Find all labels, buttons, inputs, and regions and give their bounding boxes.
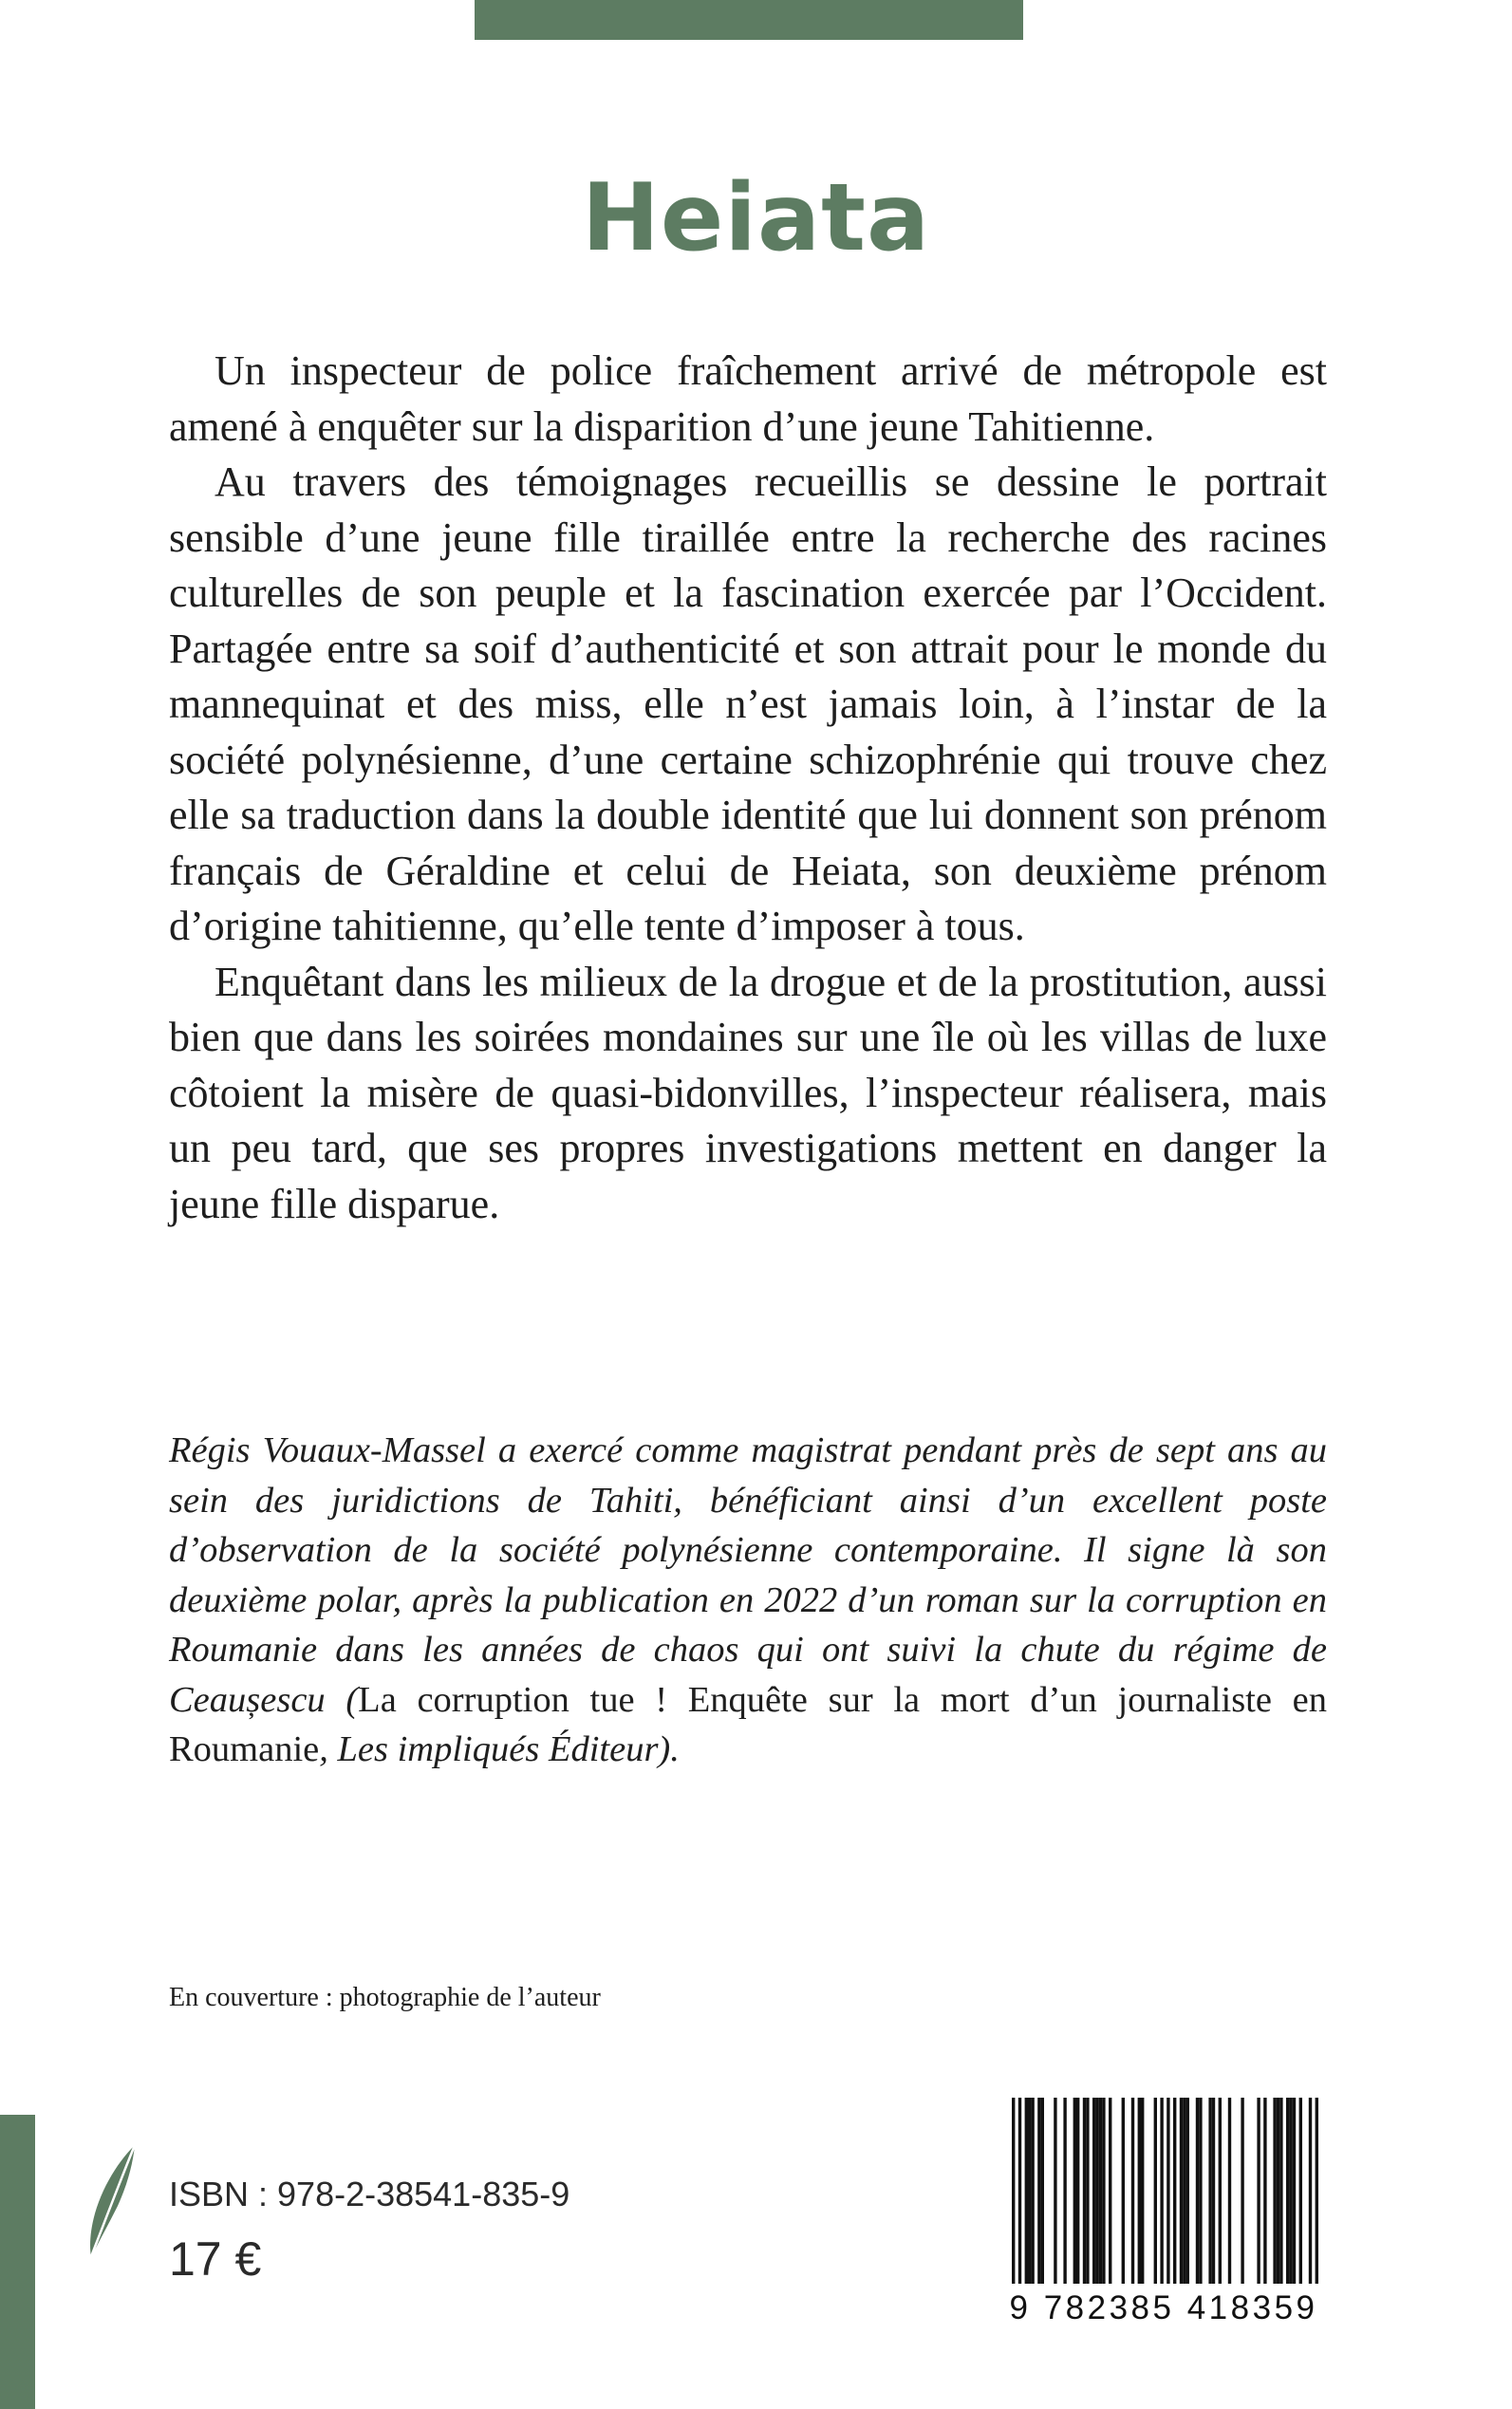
barcode-bar [1160, 2098, 1163, 2284]
barcode-bar [1073, 2098, 1076, 2284]
barcode-bar [1122, 2098, 1125, 2284]
barcode-digits: 9 782385 418359 [993, 2289, 1335, 2327]
barcode-bar [1196, 2098, 1199, 2284]
barcode-bar [1063, 2098, 1066, 2284]
barcode-bar [1037, 2098, 1040, 2284]
synopsis-paragraph: Un inspecteur de police fraîchement arrivé de métropole est amené à enquêter sur la disparition d’une jeune Tahitienne. [169, 347, 1327, 450]
barcode-bar [1299, 2098, 1302, 2284]
barcode-bar [1138, 2098, 1141, 2284]
cover-credit: En couverture : photographie de l’auteur [169, 1983, 601, 2012]
barcode-bar [1241, 2098, 1243, 2284]
barcode-bar [1186, 2098, 1189, 2284]
barcode-bar [1012, 2098, 1015, 2284]
barcode-bar [1018, 2098, 1021, 2284]
barcode-bars [993, 2098, 1335, 2288]
barcode-bar [1183, 2098, 1185, 2284]
price-label: 17 € [169, 2232, 262, 2286]
barcode-bar [1028, 2098, 1031, 2284]
barcode-bar [1131, 2098, 1134, 2284]
barcode-bar [1293, 2098, 1296, 2284]
barcode-bar [1273, 2098, 1276, 2284]
barcode-bar [1086, 2098, 1089, 2284]
synopsis [169, 344, 1327, 1232]
barcode-bar [1141, 2098, 1144, 2284]
barcode-bar [1099, 2098, 1102, 2284]
barcode-bar [1279, 2098, 1282, 2284]
bio-intro: Régis Vouaux-Massel a exercé comme magistrat pendant près de sept ans au sein des juridictions de Tahiti, bénéficiant ainsi d’un excellent poste d’observation de la société polynésienne contemporaine. Il signe là son deuxième polar, après la publication en 2022 d’un roman sur la corruption en Roumanie dans les années de chaos qui ont suivi la chute du régime de Ceaușescu ( [169, 1430, 1327, 1720]
barcode-bar [1076, 2098, 1079, 2284]
barcode-bar [1109, 2098, 1111, 2284]
bio-book-title: La corruption tue ! Enquête sur la mort d’un journaliste en Roumanie [169, 1679, 1327, 1769]
barcode-bar [1092, 2098, 1095, 2284]
barcode-bar [1199, 2098, 1202, 2284]
barcode-bar [1277, 2098, 1279, 2284]
barcode-bar [1031, 2098, 1034, 2284]
barcode-bar [1167, 2098, 1169, 2284]
book-title: Heiata [581, 164, 931, 272]
author-bio [169, 1426, 1327, 1775]
synopsis-paragraph: Enquêtant dans les milieux de la drogue et de la prostitution, aussi bien que dans les soirées mondaines sur une île où les villas de luxe côtoient la misère de quasi-bidonvilles, l’inspecteur réalisera, mais un peu tard, que ses propres investigations mettent en danger la jeune fille disparue. [169, 958, 1327, 1227]
barcode-bar [1102, 2098, 1105, 2284]
barcode-bar [1154, 2098, 1157, 2284]
barcode-bar [1289, 2098, 1292, 2284]
barcode-bar [1054, 2098, 1056, 2284]
barcode-bar [1041, 2098, 1044, 2284]
barcode-bar [1263, 2098, 1266, 2284]
quill-feather-icon [80, 2143, 140, 2269]
top-color-band [475, 0, 1023, 40]
barcode-bar [1095, 2098, 1098, 2284]
barcode-bar [1025, 2098, 1028, 2284]
barcode-bar [1228, 2098, 1231, 2284]
barcode-bar [1309, 2098, 1312, 2284]
bio-publisher: , Les impliqués Éditeur). [319, 1729, 680, 1769]
barcode-bar [1219, 2098, 1222, 2284]
author-bio-text [169, 1426, 1327, 1775]
barcode-bar [1257, 2098, 1260, 2284]
bottom-left-color-band [0, 2115, 35, 2409]
barcode-bar [1212, 2098, 1215, 2284]
barcode-bar [1316, 2098, 1318, 2284]
barcode-bar [1083, 2098, 1086, 2284]
isbn-label: ISBN : 978-2-38541-835-9 [169, 2175, 570, 2213]
barcode-bar [1180, 2098, 1183, 2284]
barcode-bar [1286, 2098, 1289, 2284]
barcode [993, 2098, 1335, 2316]
barcode-bar [1208, 2098, 1211, 2284]
synopsis-paragraph: Au travers des témoignages recueillis se dessine le portrait sensible d’une jeune fille tiraillée entre la recherche des racines culturelles de son peuple et la fascination exercée par l’Occident. Partagée entre sa soif d’authenticité et son attrait pour le monde du mannequinat et des miss, elle n’est jamais loin, à l’instar de la société polynésienne, d’une certaine schizophrénie qui trouve chez elle sa traduction dans la double identité que lui donnent son prénom français de Géraldine et celui de Heiata, son deuxième prénom d’origine tahitienne, qu’elle tente d’imposer à tous. [169, 458, 1327, 949]
barcode-bar [1173, 2098, 1176, 2284]
